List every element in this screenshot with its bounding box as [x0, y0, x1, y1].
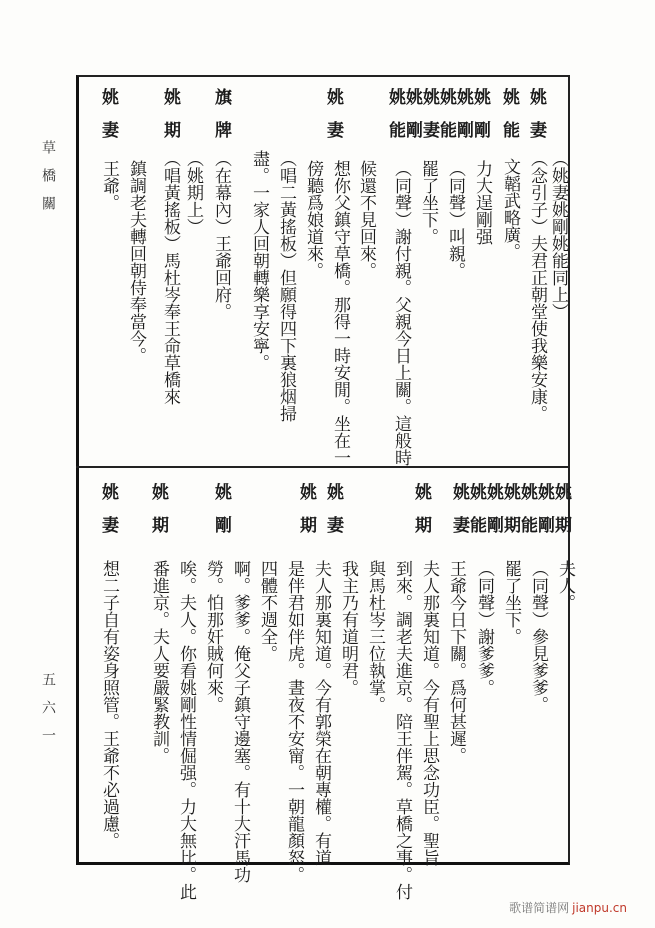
dialogue-line: 傍聽爲娘道來。 [303, 160, 323, 279]
page-number: 五六一 [40, 672, 56, 756]
dialogue-line: 夫人那裏知道。今有聖上思念功臣。聖旨 [419, 560, 439, 866]
speaker-label: 姚期 [160, 88, 180, 154]
speaker-label: 姚妻 [449, 483, 469, 549]
dialogue-line: 鎮調老夫轉回朝侍奉當今。 [126, 160, 146, 364]
dialogue-line: 王爺今日下關。爲何甚遲。 [446, 560, 466, 764]
speaker-label: 姚剛 [402, 88, 422, 154]
speaker-label: 姚能 [517, 483, 537, 549]
speaker-label: 姚能 [436, 88, 456, 154]
speaker-label: 姚期 [148, 483, 168, 549]
speaker-label: 姚期 [551, 483, 571, 549]
dialogue-line: 與馬杜岑三位執掌。 [365, 560, 385, 713]
speaker-label: 姚妻 [419, 88, 439, 154]
speaker-label: 旗牌 [211, 88, 231, 154]
dialogue-line: （念引子）夫君正朝堂使我樂安康。 [527, 150, 547, 422]
dialogue-line: 力大逞剛强 [472, 160, 492, 245]
dialogue-line: 四體不週全。 [257, 560, 277, 662]
speaker-label: 姚剛 [211, 483, 231, 549]
dialogue-line: 文韜武略廣。 [500, 158, 520, 260]
dialogue-line: （唱二黃搖板）但願得四下裏狼烟掃 [276, 150, 296, 422]
speaker-label: 姚妻 [98, 88, 118, 154]
watermark [509, 899, 627, 916]
dialogue-line: （姚期上） [183, 150, 203, 235]
speaker-label: 姚剛 [483, 483, 503, 549]
dialogue-line: 番進京。夫人要嚴緊教訓。 [149, 560, 169, 764]
dialogue-line: 到來。調老夫進京。陪王伴駕。草橋之事。付 [392, 560, 412, 900]
speaker-label: 姚剛 [470, 88, 490, 154]
dialogue-line: 罷了坐下。 [501, 560, 521, 645]
dialogue-line: 罷了坐下。 [418, 160, 438, 245]
watermark-url: jianpu.cn [572, 901, 627, 915]
dialogue-line: 啊。爹爹。俺父子鎮守邊塞。有十大汗馬功 [230, 560, 250, 883]
dialogue-line: 夫人。 [555, 560, 575, 611]
speaker-label: 姚妻 [98, 483, 118, 549]
speaker-label: 姚剛 [453, 88, 473, 154]
dialogue-line: 我主乃有道明君。 [338, 560, 358, 696]
dialogue-line: （唱黃搖板）馬杜岑奉王命草橋來 [160, 150, 180, 405]
dialogue-line: 唉。夫人。你看姚剛性情倔强。力大無比。此 [176, 560, 196, 900]
dialogue-line: 王爺。 [99, 160, 119, 211]
running-title: 草橋關 [40, 140, 56, 224]
speaker-label: 姚能 [466, 483, 486, 549]
speaker-label: 姚妻 [323, 483, 343, 549]
watermark-site-name: 歌谱简谱网 [509, 901, 570, 915]
dialogue-line: （在幕內）王爺回府。 [211, 150, 231, 320]
dialogue-line: 盡。一家人回朝轉樂享安寧。 [249, 150, 269, 371]
dialogue-line: 勞。怕那奸賊何來。 [203, 560, 223, 713]
dialogue-line: （同聲）參見爹爹。 [528, 560, 548, 713]
speaker-label: 姚期 [296, 483, 316, 549]
dialogue-line: （同聲）謝爹爹。 [474, 560, 494, 696]
dialogue-line: 候還不見回來。 [356, 160, 376, 279]
dialogue-line: （姚妻姚剛姚能同上） [548, 150, 568, 320]
speaker-label: 姚剛 [534, 483, 554, 549]
speaker-label: 姚妻 [323, 88, 343, 154]
dialogue-line: 夫人那裏知道。今有郭榮在朝專權。有道 [311, 560, 331, 866]
speaker-label: 姚期 [500, 483, 520, 549]
speaker-label: 姚期 [411, 483, 431, 549]
dialogue-line: （同聲）叫親。 [445, 160, 465, 279]
half-divider [76, 466, 570, 468]
speaker-label: 姚能 [385, 88, 405, 154]
dialogue-line: （同聲）謝付親。父親今日上關。這般時 [391, 160, 411, 466]
dialogue-line: 想你父鎮守草橋。那得一時安閒。坐在一 [330, 160, 350, 466]
dialogue-line: 想二子自有姿身照管。王爺不必過慮。 [99, 560, 119, 849]
dialogue-line: 是伴君如伴虎。晝夜不安甯。一朝龍顏怒。 [284, 560, 304, 883]
speaker-label: 姚妻 [526, 88, 546, 154]
speaker-label: 姚能 [499, 88, 519, 154]
